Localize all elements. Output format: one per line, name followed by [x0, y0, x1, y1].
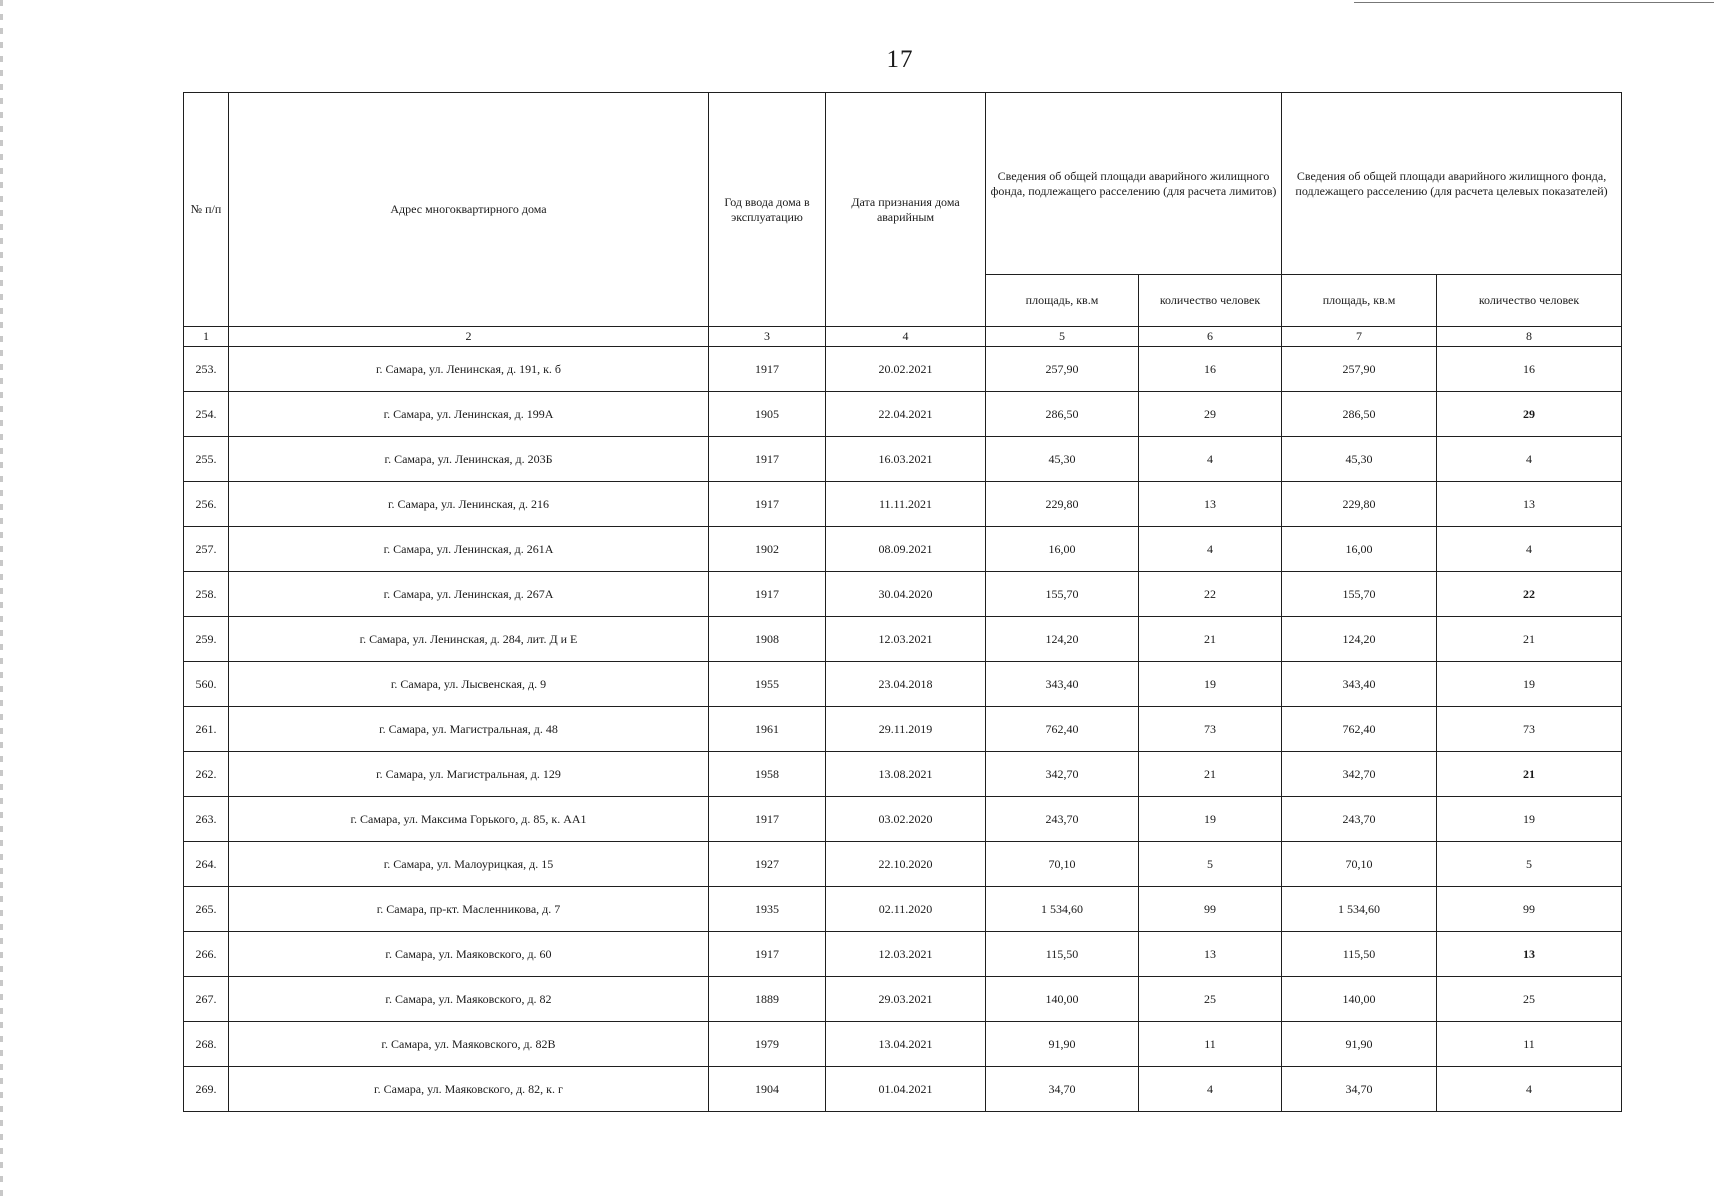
- row-year: 1889: [709, 977, 826, 1022]
- row-area-targets: 34,70: [1282, 1067, 1437, 1112]
- row-date: 16.03.2021: [826, 437, 986, 482]
- row-date: 03.02.2020: [826, 797, 986, 842]
- row-area-targets: 257,90: [1282, 347, 1437, 392]
- row-people-targets: 73: [1437, 707, 1622, 752]
- row-people-targets: 25: [1437, 977, 1622, 1022]
- row-people-limits: 99: [1139, 887, 1282, 932]
- row-address: г. Самара, ул. Ленинская, д. 284, лит. Д и Е: [229, 617, 709, 662]
- row-area-limits: 115,50: [986, 932, 1139, 977]
- row-people-targets: 21: [1437, 752, 1622, 797]
- table-row: [184, 1067, 1622, 1112]
- column-number: 1: [184, 327, 229, 347]
- row-area-limits: 243,70: [986, 797, 1139, 842]
- row-year: 1979: [709, 1022, 826, 1067]
- row-address: г. Самара, ул. Маяковского, д. 82В: [229, 1022, 709, 1067]
- row-address: г. Самара, ул. Маяковского, д. 60: [229, 932, 709, 977]
- row-year: 1908: [709, 617, 826, 662]
- header-area-limits: площадь, кв.м: [986, 275, 1139, 327]
- row-area-targets: 343,40: [1282, 662, 1437, 707]
- row-date: 29.11.2019: [826, 707, 986, 752]
- row-people-targets: 29: [1437, 392, 1622, 437]
- table-row: [184, 842, 1622, 887]
- column-number: 2: [229, 327, 709, 347]
- row-area-targets: 243,70: [1282, 797, 1437, 842]
- row-people-targets: 19: [1437, 662, 1622, 707]
- row-area-limits: 70,10: [986, 842, 1139, 887]
- row-date: 01.04.2021: [826, 1067, 986, 1112]
- table-row: [184, 572, 1622, 617]
- emergency-housing-table: [183, 92, 1622, 1112]
- row-number: 259.: [184, 617, 229, 662]
- row-date: 29.03.2021: [826, 977, 986, 1022]
- table-row: [184, 662, 1622, 707]
- row-area-limits: 343,40: [986, 662, 1139, 707]
- row-area-limits: 45,30: [986, 437, 1139, 482]
- row-people-targets: 11: [1437, 1022, 1622, 1067]
- row-area-targets: 115,50: [1282, 932, 1437, 977]
- row-area-targets: 1 534,60: [1282, 887, 1437, 932]
- row-people-targets: 13: [1437, 482, 1622, 527]
- row-area-limits: 762,40: [986, 707, 1139, 752]
- row-number: 257.: [184, 527, 229, 572]
- header-people-limits: количество человек: [1139, 275, 1282, 327]
- table-row: [184, 392, 1622, 437]
- row-address: г. Самара, ул. Ленинская, д. 191, к. б: [229, 347, 709, 392]
- table-row: [184, 437, 1622, 482]
- table-row: [184, 932, 1622, 977]
- row-date: 12.03.2021: [826, 617, 986, 662]
- row-area-limits: 342,70: [986, 752, 1139, 797]
- row-year: 1917: [709, 347, 826, 392]
- row-year: 1958: [709, 752, 826, 797]
- row-area-targets: 70,10: [1282, 842, 1437, 887]
- table-row: [184, 1022, 1622, 1067]
- row-people-limits: 11: [1139, 1022, 1282, 1067]
- header-people-targets: количество человек: [1437, 275, 1622, 327]
- header-area-targets: площадь, кв.м: [1282, 275, 1437, 327]
- row-people-limits: 73: [1139, 707, 1282, 752]
- table-row: [184, 752, 1622, 797]
- row-year: 1955: [709, 662, 826, 707]
- header-group-limits: Сведения об общей площади аварийного жилищного фонда, подлежащего расселению (для расчета лимитов): [986, 93, 1282, 275]
- row-number: 267.: [184, 977, 229, 1022]
- row-number: 560.: [184, 662, 229, 707]
- row-number: 254.: [184, 392, 229, 437]
- scan-top-line: [1354, 2, 1714, 5]
- row-people-limits: 13: [1139, 932, 1282, 977]
- header-address: Адрес многоквартирного дома: [229, 93, 709, 327]
- row-year: 1917: [709, 572, 826, 617]
- row-date: 13.04.2021: [826, 1022, 986, 1067]
- row-people-limits: 4: [1139, 1067, 1282, 1112]
- row-people-limits: 22: [1139, 572, 1282, 617]
- row-number: 268.: [184, 1022, 229, 1067]
- row-area-limits: 16,00: [986, 527, 1139, 572]
- column-number-row: [184, 327, 1622, 347]
- row-address: г. Самара, ул. Ленинская, д. 216: [229, 482, 709, 527]
- row-address: г. Самара, ул. Ленинская, д. 261А: [229, 527, 709, 572]
- row-date: 20.02.2021: [826, 347, 986, 392]
- row-area-targets: 286,50: [1282, 392, 1437, 437]
- row-area-limits: 257,90: [986, 347, 1139, 392]
- row-address: г. Самара, ул. Максима Горького, д. 85, к. АА1: [229, 797, 709, 842]
- row-year: 1927: [709, 842, 826, 887]
- row-number: 265.: [184, 887, 229, 932]
- page-number: 17: [886, 46, 914, 73]
- row-year: 1917: [709, 932, 826, 977]
- table-row: [184, 347, 1622, 392]
- row-number: 263.: [184, 797, 229, 842]
- row-people-limits: 13: [1139, 482, 1282, 527]
- row-people-limits: 19: [1139, 662, 1282, 707]
- row-date: 22.10.2020: [826, 842, 986, 887]
- row-year: 1935: [709, 887, 826, 932]
- table-row: [184, 977, 1622, 1022]
- row-people-targets: 13: [1437, 932, 1622, 977]
- row-people-targets: 4: [1437, 1067, 1622, 1112]
- row-number: 266.: [184, 932, 229, 977]
- row-address: г. Самара, ул. Магистральная, д. 48: [229, 707, 709, 752]
- row-area-targets: 229,80: [1282, 482, 1437, 527]
- row-number: 256.: [184, 482, 229, 527]
- row-people-limits: 21: [1139, 752, 1282, 797]
- row-date: 02.11.2020: [826, 887, 986, 932]
- row-date: 22.04.2021: [826, 392, 986, 437]
- scan-edge-marks: [0, 0, 3, 1200]
- row-address: г. Самара, ул. Малоурицкая, д. 15: [229, 842, 709, 887]
- row-address: г. Самара, ул. Магистральная, д. 129: [229, 752, 709, 797]
- table-row: [184, 617, 1622, 662]
- row-address: г. Самара, пр-кт. Масленникова, д. 7: [229, 887, 709, 932]
- column-number: 5: [986, 327, 1139, 347]
- row-people-targets: 5: [1437, 842, 1622, 887]
- header-num: № п/п: [184, 93, 229, 327]
- row-people-targets: 4: [1437, 527, 1622, 572]
- row-year: 1904: [709, 1067, 826, 1112]
- row-area-targets: 16,00: [1282, 527, 1437, 572]
- row-address: г. Самара, ул. Ленинская, д. 199А: [229, 392, 709, 437]
- column-number: 7: [1282, 327, 1437, 347]
- row-address: г. Самара, ул. Лысвенская, д. 9: [229, 662, 709, 707]
- table-row: [184, 707, 1622, 752]
- row-area-limits: 229,80: [986, 482, 1139, 527]
- column-number: 6: [1139, 327, 1282, 347]
- row-area-targets: 342,70: [1282, 752, 1437, 797]
- row-people-targets: 16: [1437, 347, 1622, 392]
- row-area-targets: 140,00: [1282, 977, 1437, 1022]
- table-row: [184, 887, 1622, 932]
- row-people-targets: 22: [1437, 572, 1622, 617]
- row-year: 1917: [709, 482, 826, 527]
- row-area-limits: 34,70: [986, 1067, 1139, 1112]
- row-area-limits: 155,70: [986, 572, 1139, 617]
- row-date: 30.04.2020: [826, 572, 986, 617]
- row-address: г. Самара, ул. Ленинская, д. 203Б: [229, 437, 709, 482]
- header-year: Год ввода дома в эксплуатацию: [709, 93, 826, 327]
- row-area-targets: 91,90: [1282, 1022, 1437, 1067]
- row-people-limits: 16: [1139, 347, 1282, 392]
- row-people-targets: 4: [1437, 437, 1622, 482]
- table-body: [184, 347, 1622, 1112]
- row-date: 12.03.2021: [826, 932, 986, 977]
- header-group-targets: Сведения об общей площади аварийного жилищного фонда, подлежащего расселению (для расчета целевых показателей): [1282, 93, 1622, 275]
- row-people-limits: 25: [1139, 977, 1282, 1022]
- row-year: 1961: [709, 707, 826, 752]
- table-row: [184, 527, 1622, 572]
- row-year: 1902: [709, 527, 826, 572]
- row-people-limits: 5: [1139, 842, 1282, 887]
- row-number: 258.: [184, 572, 229, 617]
- table-row: [184, 482, 1622, 527]
- header-date: Дата признания дома аварийным: [826, 93, 986, 327]
- row-people-limits: 21: [1139, 617, 1282, 662]
- row-number: 261.: [184, 707, 229, 752]
- row-number: 253.: [184, 347, 229, 392]
- row-people-targets: 21: [1437, 617, 1622, 662]
- row-number: 269.: [184, 1067, 229, 1112]
- row-number: 255.: [184, 437, 229, 482]
- row-people-limits: 4: [1139, 527, 1282, 572]
- row-area-limits: 286,50: [986, 392, 1139, 437]
- row-address: г. Самара, ул. Маяковского, д. 82, к. г: [229, 1067, 709, 1112]
- row-area-targets: 762,40: [1282, 707, 1437, 752]
- row-people-limits: 19: [1139, 797, 1282, 842]
- table-row: [184, 797, 1622, 842]
- row-address: г. Самара, ул. Ленинская, д. 267А: [229, 572, 709, 617]
- row-area-targets: 124,20: [1282, 617, 1437, 662]
- row-area-targets: 45,30: [1282, 437, 1437, 482]
- row-number: 262.: [184, 752, 229, 797]
- row-people-targets: 19: [1437, 797, 1622, 842]
- row-people-targets: 99: [1437, 887, 1622, 932]
- column-number: 8: [1437, 327, 1622, 347]
- row-year: 1917: [709, 797, 826, 842]
- row-year: 1905: [709, 392, 826, 437]
- row-number: 264.: [184, 842, 229, 887]
- row-area-targets: 155,70: [1282, 572, 1437, 617]
- column-number: 3: [709, 327, 826, 347]
- row-date: 13.08.2021: [826, 752, 986, 797]
- row-people-limits: 29: [1139, 392, 1282, 437]
- row-year: 1917: [709, 437, 826, 482]
- row-date: 11.11.2021: [826, 482, 986, 527]
- row-date: 23.04.2018: [826, 662, 986, 707]
- row-area-limits: 91,90: [986, 1022, 1139, 1067]
- row-area-limits: 1 534,60: [986, 887, 1139, 932]
- column-number: 4: [826, 327, 986, 347]
- row-address: г. Самара, ул. Маяковского, д. 82: [229, 977, 709, 1022]
- row-date: 08.09.2021: [826, 527, 986, 572]
- row-area-limits: 124,20: [986, 617, 1139, 662]
- row-people-limits: 4: [1139, 437, 1282, 482]
- row-area-limits: 140,00: [986, 977, 1139, 1022]
